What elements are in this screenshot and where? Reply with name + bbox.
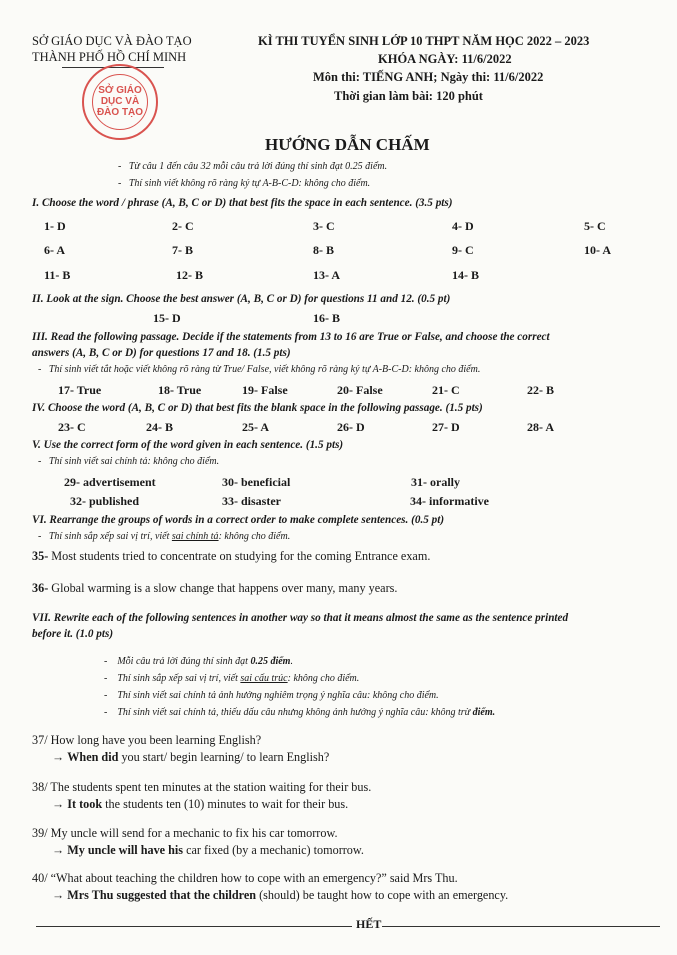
answer-item: 26- D [337,420,365,434]
section-7-note-1: - Mỗi câu trả lời đúng thí sinh đạt 0.25 điểm. [104,656,293,667]
answer-item: 9- C [452,243,474,257]
answer-item: 33- disaster [222,494,281,508]
answer-item: 15- D [153,311,181,325]
answer-item: 29- advertisement [64,475,156,489]
question-38: 38/ The students spent ten minutes at the station waiting for their bus. [32,780,372,794]
arrow-icon: → [52,750,65,764]
answer-item: 6- A [44,243,65,257]
answer-item: 32- published [70,494,140,508]
section-7-heading-line2: before it. (1.0 pts) [32,628,114,640]
page-title: HƯỚNG DẪN CHẤM [265,135,430,154]
department-city: THÀNH PHỐ HỒ CHÍ MINH [32,50,187,64]
answer-item: 14- B [452,268,479,282]
section-7-note-3: - Thí sinh viết sai chính tả ảnh hưởng nghiêm trọng ý nghĩa câu: không cho điểm. [104,690,439,701]
footer-rule-right [382,926,660,927]
answer-40: → Mrs Thu suggested that the children (should) be taught how to cope with an emergency. [52,888,509,902]
section-1-heading: I. Choose the word / phrase (A, B, C or D) that best fits the space in each sentence. (3.5 pts) [32,197,453,209]
exam-duration: Thời gian làm bài: 120 phút [334,89,483,103]
answer-39: → My uncle will have his car fixed (by a mechanic) tomorrow. [52,843,364,857]
section-7-note-2: - Thí sinh sắp xếp sai vị trí, viết sai cấu trúc: không cho điểm. [104,673,360,684]
answer-item: 16- B [313,311,340,325]
seal-text: SỞ GIÁO DỤC VÀ ĐÀO TẠO [92,74,148,130]
department-name: SỞ GIÁO DỤC VÀ ĐÀO TẠO [32,34,192,48]
answer-item: 1- D [44,219,66,233]
answer-item: 21- C [432,383,460,397]
section-3-heading-line2: answers (A, B, C or D) for questions 17 and 18. (1.5 pts) [32,347,291,359]
answer-item: 28- A [527,420,554,434]
answer-item: 24- B [146,420,173,434]
question-40: 40/ “What about teaching the children how to cope with an emergency?” said Mrs Thu. [32,871,458,885]
intro-note-1: - Từ câu 1 đến câu 32 mỗi câu trả lời đúng thí sinh đạt 0.25 điểm. [118,161,388,172]
answer-item: 13- A [313,268,340,282]
section-4-heading: IV. Choose the word (A, B, C or D) that best fits the blank space in the following passage. (1.5 pts) [32,402,483,414]
footer-end-marker: HẾT [356,917,382,931]
footer-rule-left [36,926,352,927]
exam-title: KÌ THI TUYỂN SINH LỚP 10 THPT NĂM HỌC 2022 – 2023 [258,34,590,48]
section-3-heading-line1: III. Read the following passage. Decide if the statements from 13 to 16 are True or False, and choose the correct [32,331,550,343]
answer-37: → When did you start/ begin learning/ to learn English? [52,750,330,764]
department-seal [82,64,158,140]
arrow-icon: → [52,797,65,811]
exam-subject: Môn thi: TIẾNG ANH; Ngày thi: 11/6/2022 [313,70,544,84]
question-37: 37/ How long have you been learning English? [32,733,262,747]
answer-item: 30- beneficial [222,475,291,489]
answer-item: 10- A [584,243,611,257]
section-2-heading: II. Look at the sign. Choose the best answer (A, B, C or D) for questions 11 and 12. (0.5 pt) [32,293,451,305]
answer-item: 31- orally [411,475,460,489]
answer-item: 2- C [172,219,194,233]
answer-item: 34- informative [410,494,489,508]
answer-item: 4- D [452,219,474,233]
section-7-heading-line1: VII. Rewrite each of the following sentences in another way so that it means almost the same as the sentence printed [32,612,569,624]
answer-item: 22- B [527,383,554,397]
section-5-heading: V. Use the correct form of the word given in each sentence. (1.5 pts) [32,439,344,451]
answer-item: 27- D [432,420,460,434]
answer-item: 5- C [584,219,606,233]
answer-item: 12- B [176,268,203,282]
section-6-heading: VI. Rearrange the groups of words in a correct order to make complete sentences. (0.5 pt) [32,514,445,526]
answer-item: 17- True [58,383,102,397]
section-7-note-4: - Thí sinh viết sai chính tả, thiếu dấu câu nhưng không ảnh hưởng ý nghĩa câu: không trừ điểm. [104,707,496,718]
exam-date: KHÓA NGÀY: 11/6/2022 [378,52,512,66]
arrow-icon: → [52,843,65,857]
answer-item: 20- False [337,383,383,397]
answer-item: 7- B [172,243,193,257]
answer-item: 3- C [313,219,335,233]
answer-36: 36- Global warming is a slow change that happens over many, many years. [32,581,398,595]
section-6-note: - Thí sinh sắp xếp sai vị trí, viết sai chính tả: không cho điểm. [38,531,291,542]
section-3-note: - Thí sinh viết tắt hoặc viết không rõ ràng từ True/ False, viết không rõ ràng ký tự A-B-C-D: không cho điểm. [38,364,481,375]
answer-item: 8- B [313,243,334,257]
answer-item: 11- B [44,268,71,282]
answer-item: 25- A [242,420,269,434]
answer-item: 18- True [158,383,202,397]
answer-item: 23- C [58,420,86,434]
answer-item: 19- False [242,383,288,397]
section-5-note: - Thí sinh viết sai chính tả: không cho điểm. [38,456,220,467]
question-39: 39/ My uncle will send for a mechanic to fix his car tomorrow. [32,826,338,840]
arrow-icon: → [52,888,65,902]
intro-note-2: - Thí sinh viết không rõ ràng ký tự A-B-C-D: không cho điểm. [118,178,371,189]
answer-38: → It took the students ten (10) minutes to wait for their bus. [52,797,349,811]
answer-35: 35- Most students tried to concentrate on studying for the coming Entrance exam. [32,549,431,563]
